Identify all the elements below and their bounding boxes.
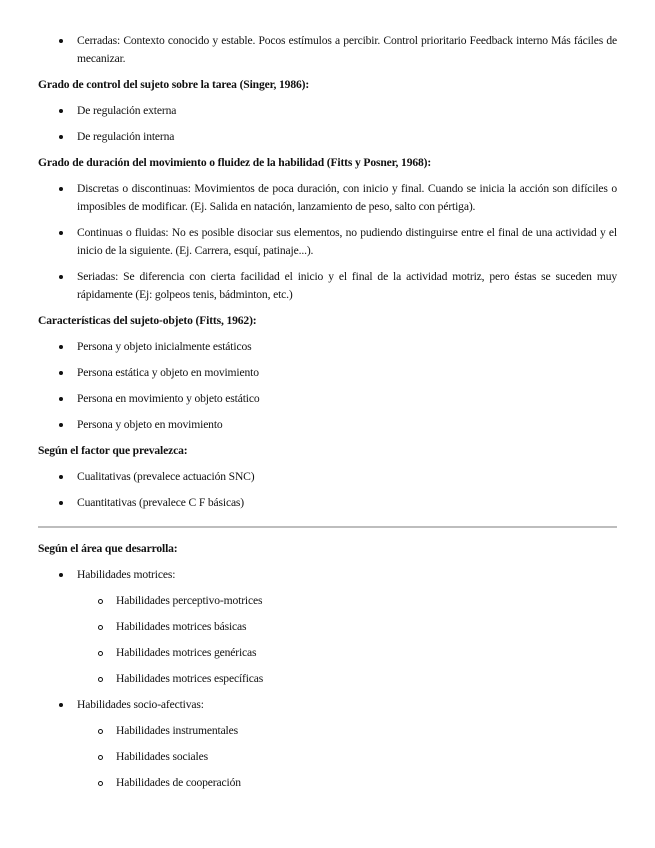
list-area-desarrolla [38,566,617,792]
list-item-habilidades-motrices [38,566,617,688]
list-sujeto-objeto [38,338,617,434]
list-factor-prevalezca [38,468,617,512]
group-label: Habilidades socio-afectivas: [77,698,204,711]
horizontal-divider [38,526,617,528]
sublist-item: Habilidades perceptivo-motrices [77,592,617,610]
list-grado-duracion [38,180,617,304]
list-item: Cuantitativas (prevalece C F básicas) [38,494,617,512]
list-grado-control [38,102,617,146]
list-item: De regulación externa [38,102,617,120]
sublist-habilidades-motrices [77,592,617,688]
sublist-item: Habilidades motrices genéricas [77,644,617,662]
sublist-item: Habilidades de cooperación [77,774,617,792]
list-item: Persona y objeto inicialmente estáticos [38,338,617,356]
heading-sujeto-objeto: Características del sujeto-objeto (Fitts, 1962): [38,314,257,327]
heading-area-desarrolla: Según el área que desarrolla: [38,542,178,555]
list-item: De regulación interna [38,128,617,146]
sublist-item: Habilidades motrices específicas [77,670,617,688]
sublist-item: Habilidades sociales [77,748,617,766]
sublist-item: Habilidades instrumentales [77,722,617,740]
sublist-habilidades-socio-afectivas [77,722,617,792]
list-item: Cualitativas (prevalece actuación SNC) [38,468,617,486]
list-item: Persona estática y objeto en movimiento [38,364,617,382]
list-item-habilidades-socio-afectivas [38,696,617,792]
list-item: Seriadas: Se diferencia con cierta facilidad el inicio y el final de la actividad motriz, pero éstas se suceden muy rápidamente (Ej: golpeos tenis, bádminton, etc.) [38,268,617,304]
heading-factor-prevalezca: Según el factor que prevalezca: [38,444,188,457]
list-item: Cerradas: Contexto conocido y estable. Pocos estímulos a percibir. Control prioritario Feedback interno Más fáciles de mecanizar. [38,32,617,68]
list-item: Persona y objeto en movimiento [38,416,617,434]
heading-grado-control: Grado de control del sujeto sobre la tarea (Singer, 1986): [38,78,310,91]
list-cerradas [38,32,617,68]
sublist-item: Habilidades motrices básicas [77,618,617,636]
list-item: Persona en movimiento y objeto estático [38,390,617,408]
heading-grado-duracion: Grado de duración del movimiento o fluidez de la habilidad (Fitts y Posner, 1968): [38,156,432,169]
list-item: Discretas o discontinuas: Movimientos de poca duración, con inicio y final. Cuando se inicia la acción son difíciles o imposibles de modificar. (Ej. Salida en natación, lanzamiento de peso, salto con pértiga). [38,180,617,216]
list-item: Continuas o fluidas: No es posible disociar sus elementos, no pudiendo distinguirse entre el final de una actividad y el inicio de la siguiente. (Ej. Carrera, esquí, patinaje...). [38,224,617,260]
group-label: Habilidades motrices: [77,568,176,581]
